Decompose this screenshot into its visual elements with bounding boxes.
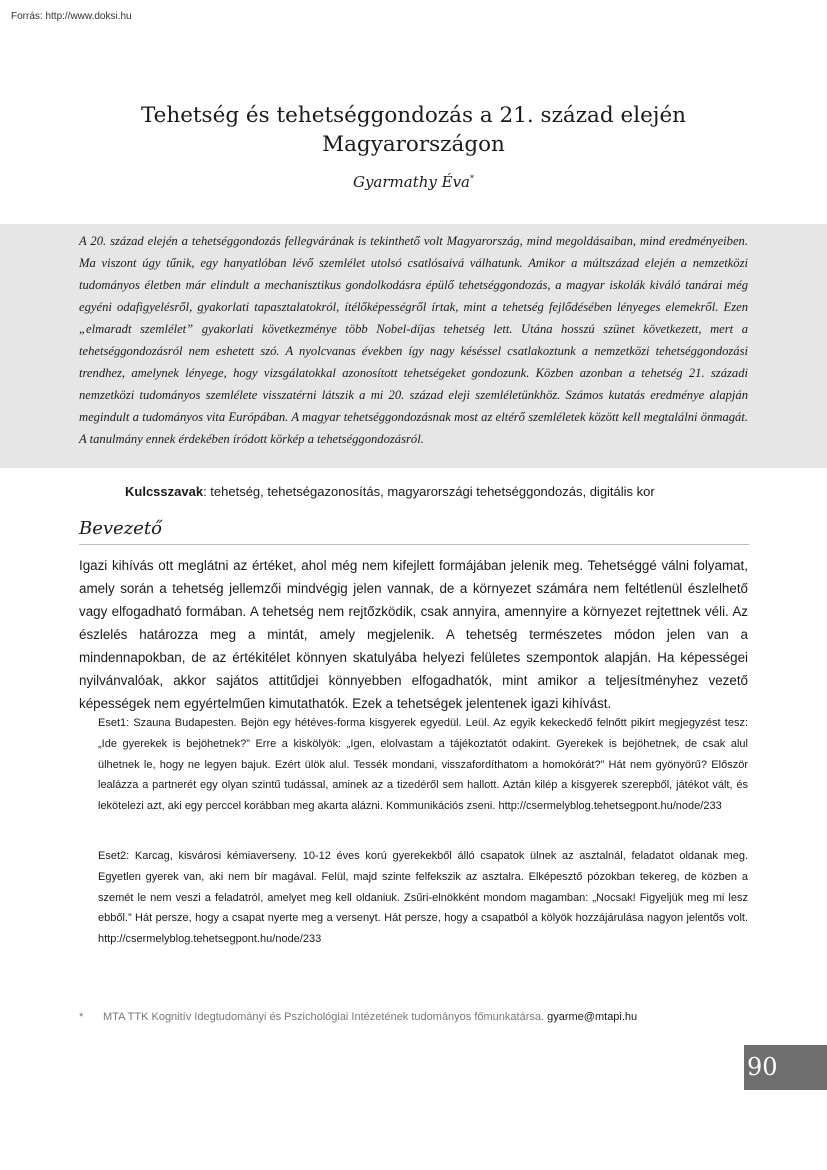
keywords [125,484,795,499]
title-line-1: Tehetség és tehetséggondozás a 21. század elején [140,103,687,128]
keywords-list: : tehetség, tehetségazonosítás, magyarországi tehetséggondozás, digitális kor [203,484,655,499]
keywords-label: Kulcsszavak [125,484,204,499]
page-number: 90 [744,1045,827,1090]
footnote-email[interactable]: gyarme@mtapi.hu [547,1011,638,1023]
author [0,173,827,191]
title-line-2: Magyarországon [322,132,505,157]
footnote [79,1011,749,1023]
intro-paragraph: Igazi kihívás ott meglátni az értéket, ahol még nem kifejlett formájában jelenik meg. Tehetséggé válni folyamat, amely során a tehetség jellemzői mindvégig jelen vannak, de a környezet számára nem feltétlenül észlelhető vagy elfogadható formában. A tehetség nem rejtőzködik, csak annyira, amennyire a környezet rejtettnek véli. Az észlelés határozza meg a mintát, amely megjelenik. A tehetség természetes módon jelen van a mindennapokban, de az értékitélet könnyen skatulyába helyezi felületes szempontok alapján. Ha képességei nyilvánvalóak, akkor sajátos attitűdjei könnyebben elfogadhatók, mint amikor a teljesítményhez vezető képességek nem egyértelműen kimutathatók. Ezek a tehetségek jelentenek igazi kihívást. [79,558,748,711]
footnote-text: MTA TTK Kognitív Idegtudományi és Pszichológiai Intézetének tudományos főmunkatársa. [103,1011,545,1023]
abstract: A 20. század elején a tehetséggondozás fellegvárának is tekinthető volt Magyarország, mind megoldásaiban, mind eredményeiben. Ma viszont úgy tűnik, egy hanyatlóban lévő szemlélet utolsó csatlósaivá válhatunk. Amikor a múltszázad elején a nemzetközi tudományos életben már elindult a mechanisztikus gondolkodásra épülő tehetséggondozás, a magyar iskolák kiváló tanárai még egyéni odafigyelésről, gyakorlati tapasztalatokról, ítélőképességről írtak, mint a tehetség fejlődésében lényeges elemekről. Ezen „elmaradt szemlélet” gyakorlati következménye több Nobel-díjas tehetség lett. Utána hosszú szünet következett, mert a tehetséggondozásról nem eshetett szó. A nyolcvanas években így nagy késéssel csatlakoztunk a nemzetközi tehetséggondozási trendhez, amelynek lényege, hogy vizsgálatokkal azonosított tehetségeket gondozunk. Közben azonban a tehetség 21. századi nemzetközi tudományos szemlélete visszatérni látszik a mi 20. század eleji szemléletünkhöz. Számos kutatás eredménye alapján megindult a tudományos vita Európában. A magyar tehetséggondozásnak most az eltérő szemléletek között kell megtalálni önmagát. A tanulmány ennek érdekében íródott körkép a tehetséggondozásról. [79,234,748,446]
source-note: Forrás: http://www.doksi.hu [11,11,132,22]
article-title [0,101,827,159]
section-divider [79,544,749,545]
case-example-2: Eset2: Karcag, kisvárosi kémiaverseny. 10-12 éves korú gyerekekből álló csapatok ülnek az asztalnál, feladatot oldanak meg. Egyetlen gyerek van, aki nem bír magával. Felül, majd szinte felfekszik az asztalra. Elképesztő pózokban tekereg, de közben a szemét le nem veszi a feladatról, amelyet meg kell oldaniuk. Zsűri-elnökként mondom magamban: „Nocsak! Figyeljük meg mi lesz ebből.” Hát persze, hogy a csapat nyerte meg a versenyt. Hát persze, hogy a csapatból a kölyök hozzájárulása nagyon jelentős volt. http://csermelyblog.tehetsegpont.hu/node/233 [98,850,748,946]
author-name: Gyarmathy Éva [352,173,471,191]
case-example-1: Eset1: Szauna Budapesten. Bejön egy hétéves-forma kisgyerek egyedül. Leül. Az egyik kekeckedő felnőtt pikírt megjegyzést tesz: „Ide gyerekek is bejöhetnek?” Erre a kiskölyök: „Igen, elolvastam a tájékoztatót odakint. Gyerekek is bejöhetnek, de csak alul ülhetnek le, hogy ne legyen bajuk. Ezért ülök alul. Tessék mondani, visszafordíthatom a homokórát?” Hát nem gyönyörű? Először lealázza a partnerét egy olyan szintű tudással, aminek az a tizedéről sem hallott. Aztán kilép a kisgyerek szerepből, játékot vált, és lekötelezi azt, aki egy perccel korábban meg akarta alázni. Kommunikációs zseni. http://csermelyblog.tehetsegpont.hu/node/233 [98,717,748,813]
author-footnote-mark: * [470,174,475,183]
section-title: Bevezető [79,518,162,539]
footnote-mark: * [79,1011,84,1023]
